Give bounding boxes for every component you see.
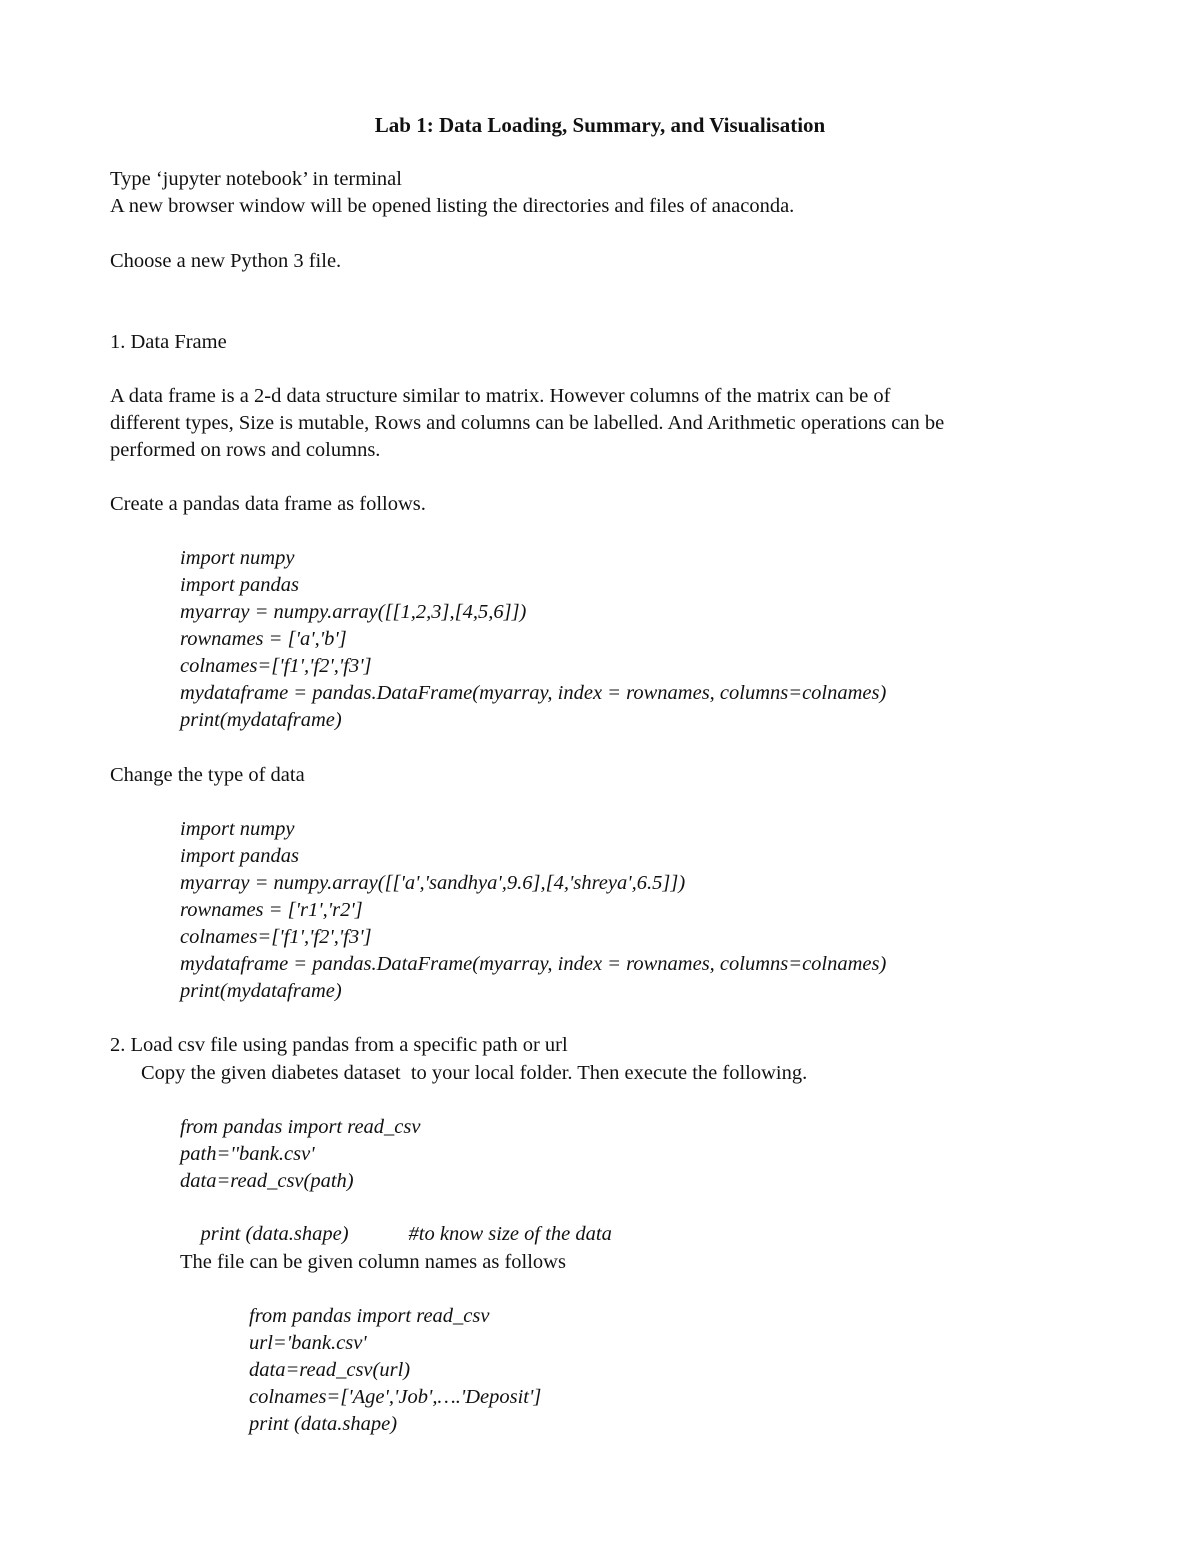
code-line: colnames=['f1','f2','f3'] [180, 926, 372, 948]
code-text: print (data.shape) [200, 1223, 349, 1245]
section-1-paragraph-line: performed on rows and columns. [110, 439, 381, 461]
section-2-heading: 2. Load csv file using pandas from a specific path or url [110, 1034, 568, 1056]
code-line: import pandas [180, 845, 300, 867]
code-line: path=''bank.csv' [180, 1143, 315, 1165]
code-line: mydataframe = pandas.DataFrame(myarray, index = rownames, columns=colnames) [180, 682, 887, 704]
code-line: rownames = ['r1','r2'] [180, 899, 363, 921]
section-1-paragraph-line: different types, Size is mutable, Rows and columns can be labelled. And Arithmetic operations can be [110, 412, 945, 434]
column-names-text: The file can be given column names as follows [180, 1251, 566, 1273]
create-dataframe-text: Create a pandas data frame as follows. [110, 493, 426, 515]
code-line: colnames=['Age','Job',….'Deposit'] [249, 1386, 542, 1408]
code-line: data=read_csv(url) [249, 1359, 411, 1381]
section-1-paragraph-line: A data frame is a 2-d data structure similar to matrix. However columns of the matrix can be of [110, 385, 891, 407]
code-line: mydataframe = pandas.DataFrame(myarray, index = rownames, columns=colnames) [180, 953, 887, 975]
code-line: print (data.shape) [249, 1413, 398, 1435]
code-line: data=read_csv(path) [180, 1170, 354, 1192]
code-comment: #to know size of the data [408, 1223, 612, 1245]
code-line: myarray = numpy.array([['a','sandhya',9.6],[4,'shreya',6.5]]) [180, 872, 686, 894]
code-line: print(mydataframe) [180, 980, 342, 1002]
code-line: from pandas import read_csv [180, 1116, 421, 1138]
intro-line-1: Type ‘jupyter notebook’ in terminal [110, 168, 402, 190]
code-line: import numpy [180, 547, 295, 569]
section-1-heading: 1. Data Frame [110, 331, 227, 353]
intro-line-3: Choose a new Python 3 file. [110, 250, 342, 272]
code-line: from pandas import read_csv [249, 1305, 490, 1327]
page-title: Lab 1: Data Loading, Summary, and Visualisation [374, 113, 826, 137]
code-line: import pandas [180, 574, 300, 596]
code-line: import numpy [180, 818, 295, 840]
code-line: url='bank.csv' [249, 1332, 367, 1354]
code-line: print(mydataframe) [180, 709, 342, 731]
code-line: rownames = ['a','b'] [180, 628, 347, 650]
code-line: colnames=['f1','f2','f3'] [180, 655, 372, 677]
code-line: myarray = numpy.array([[1,2,3],[4,5,6]]) [180, 601, 527, 623]
section-2-subtext: Copy the given diabetes dataset to your local folder. Then execute the following. [141, 1062, 808, 1084]
intro-line-2: A new browser window will be opened listing the directories and files of anaconda. [110, 195, 795, 217]
change-type-text: Change the type of data [110, 764, 305, 786]
